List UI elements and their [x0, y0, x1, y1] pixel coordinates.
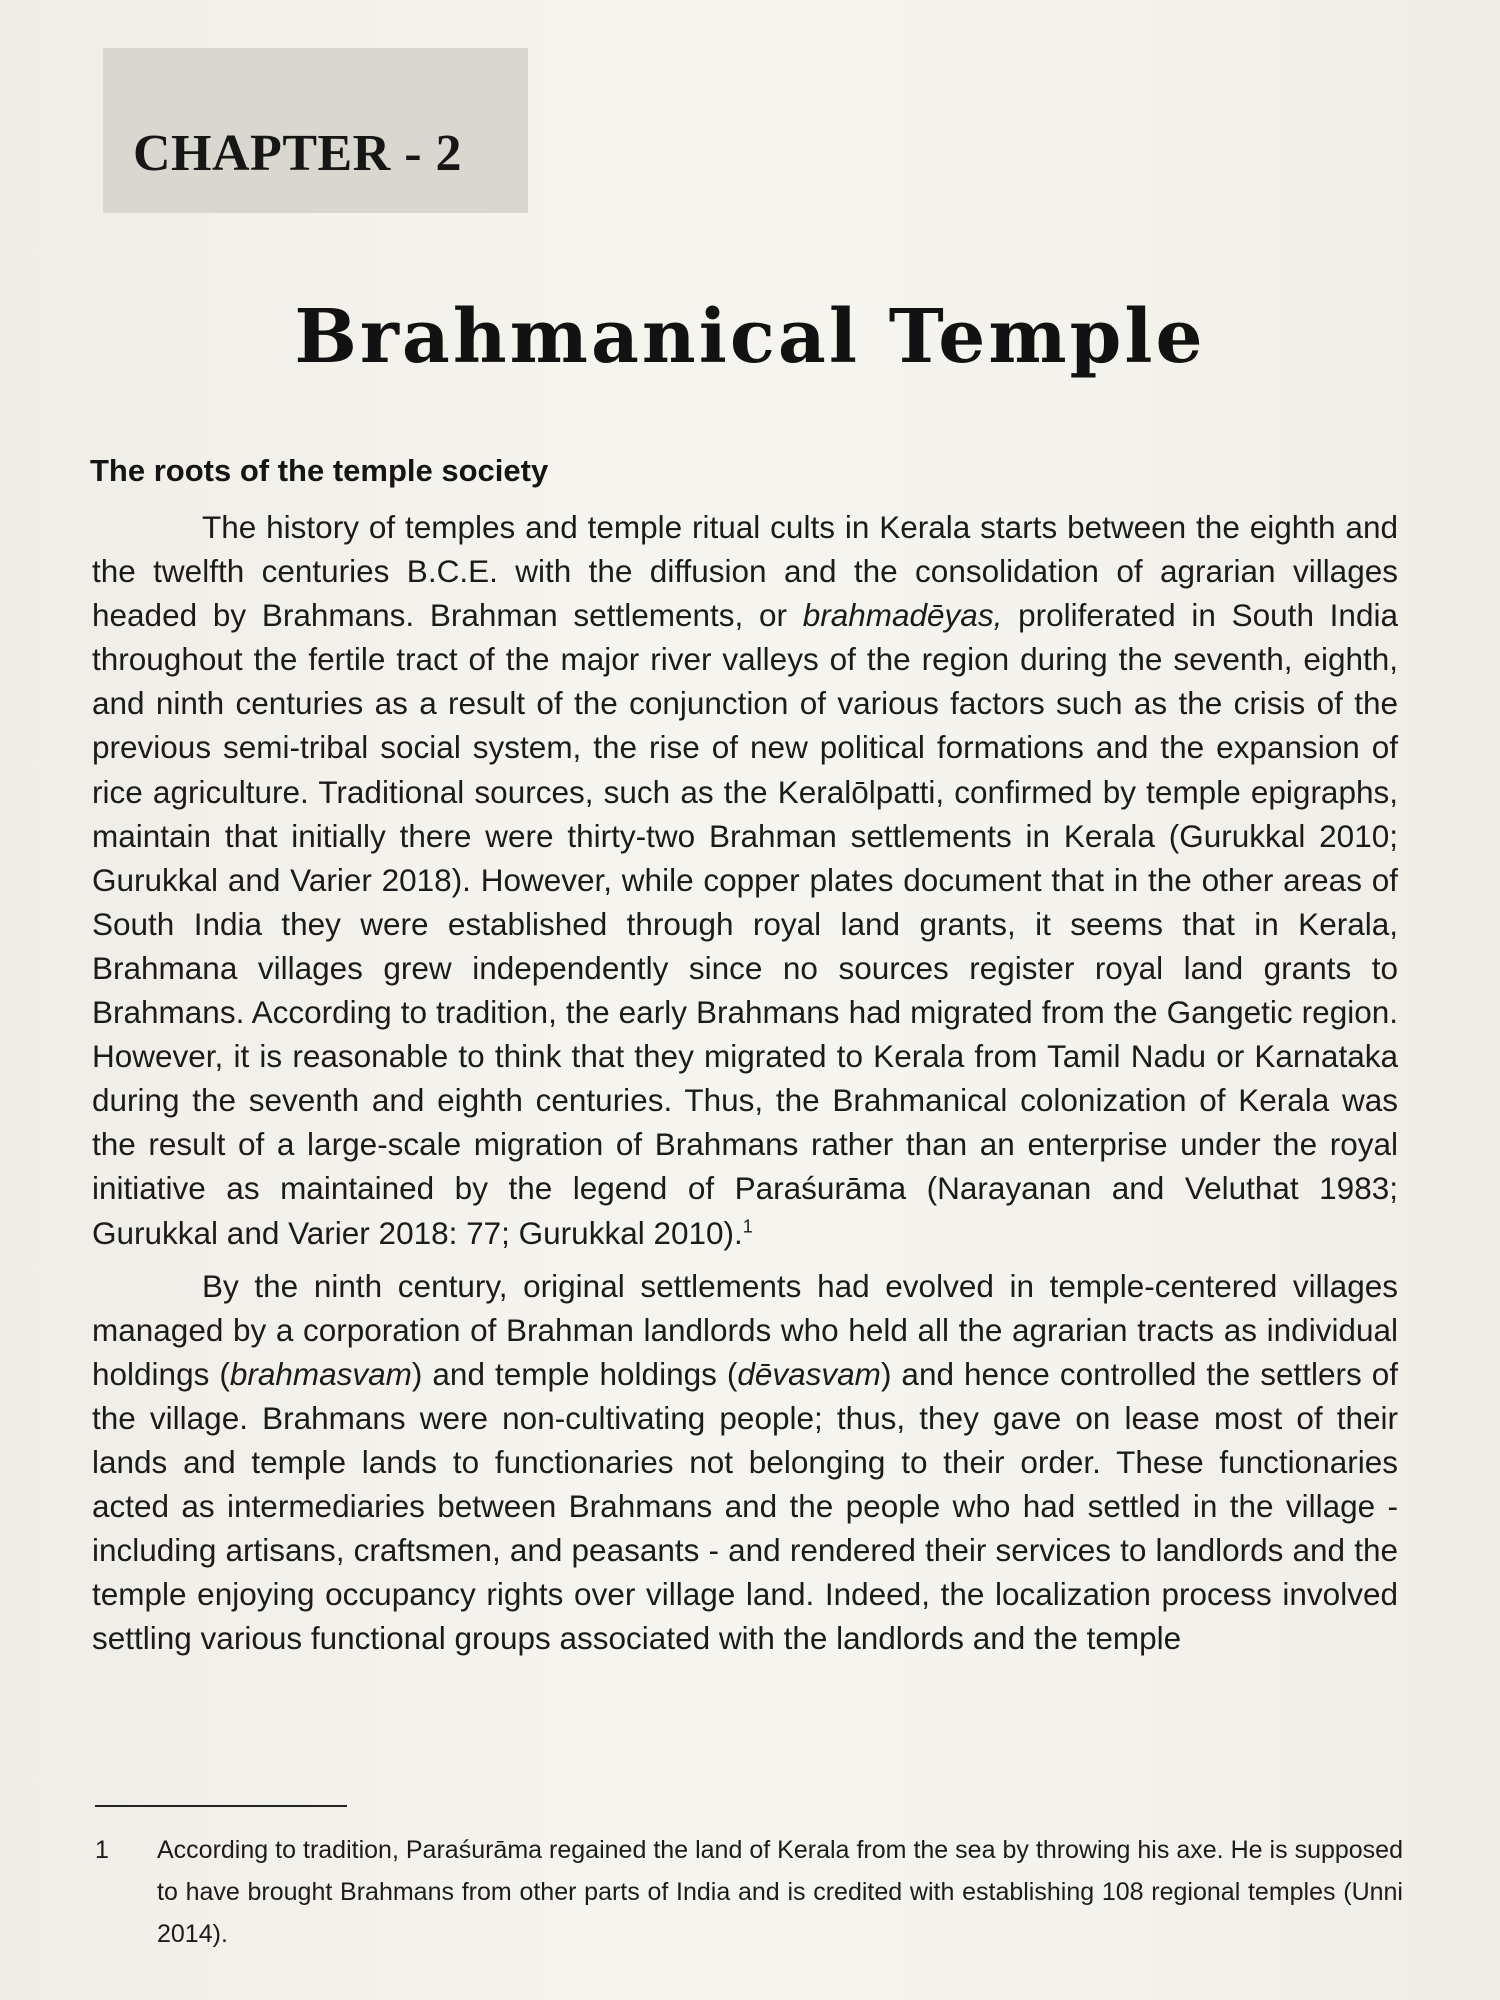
text-run: ) and temple holdings ( [411, 1355, 738, 1392]
footnote-divider [95, 1805, 347, 1807]
text-run: ) and hence controlled the settlers of the village. Brahmans were non-cultivating people; thus, they gave on lease most of their lands and temple lands to functionaries not belonging to their order. These functionaries acted as intermediaries between Brahmans and the people who had settled in the village - including artisans, craftsmen, and peasants - and rendered their services to landlords and the temple enjoying occupancy rights over village land. Indeed, the localization process involved settling various functional groups associated with the landlords and the temple [92, 1355, 1398, 1657]
footnote-text: According to tradition, Paraśurāma regained the land of Kerala from the sea by throwing his axe. He is supposed to have brought Brahmans from other parts of India and is credited with establishing 108 regional temples (Unni 2014). [157, 1836, 1403, 1948]
section-heading: The roots of the temple society [90, 453, 549, 488]
text-run: The history of temples and temple ritual cults in Kerala starts between the eighth and the twelfth centuries B.C.E. with the diffusion and the consolidation of agrarian villages headed by Brahmans. Brahman settlements, or [92, 509, 1398, 634]
text-run: By the ninth century, original settlements had evolved in temple-centered villages managed by a corporation of Brahman landlords who held all the agrarian tracts as individual holdings ( [92, 1267, 1398, 1392]
footnote-number: 1 [95, 1836, 109, 1864]
paragraph-1 [92, 505, 1398, 1255]
body-text [92, 505, 1398, 1660]
chapter-label: CHAPTER - 2 [133, 125, 463, 182]
italic-term: brahmadēyas, [802, 597, 1003, 634]
chapter-label-box [103, 48, 528, 213]
italic-term: dēvasvam [737, 1355, 881, 1392]
footnote-reference: 1 [742, 1216, 753, 1236]
text-run: proliferated in South India throughout the fertile tract of the major river valleys of the region during the seventh, eighth, and ninth centuries as a result of the conjunction of various factors such as the crisis of the previous semi-tribal social system, the rise of new political formations and the expansion of rice agriculture. Traditional sources, such as the Keralōlpatti, confirmed by temple epigraphs, maintain that initially there were thirty-two Brahman settlements in Kerala (Gurukkal 2010; Gurukkal and Varier 2018). However, while copper plates document that in the other areas of South India they were established through royal land grants, it seems that in Kerala, Brahmana villages grew independently since no sources register royal land grants to Brahmans. According to tradition, the early Brahmans had migrated from the Gangetic region. However, it is reasonable to think that they migrated to Kerala from Tamil Nadu or Karnataka during the seventh and eighth centuries. Thus, the Brahmanical colonization of Kerala was the result of a large-scale migration of Brahmans rather than an enterprise under the royal initiative as maintained by the legend of Paraśurāma (Narayanan and Veluthat 1983; Gurukkal and Varier 2018: 77; Gurukkal 2010). [92, 597, 1398, 1251]
italic-term: brahmasvam [229, 1355, 412, 1392]
chapter-title: Brahmanical Temple [294, 294, 1206, 380]
footnote-1 [95, 1829, 1403, 1955]
paragraph-2 [92, 1264, 1398, 1661]
